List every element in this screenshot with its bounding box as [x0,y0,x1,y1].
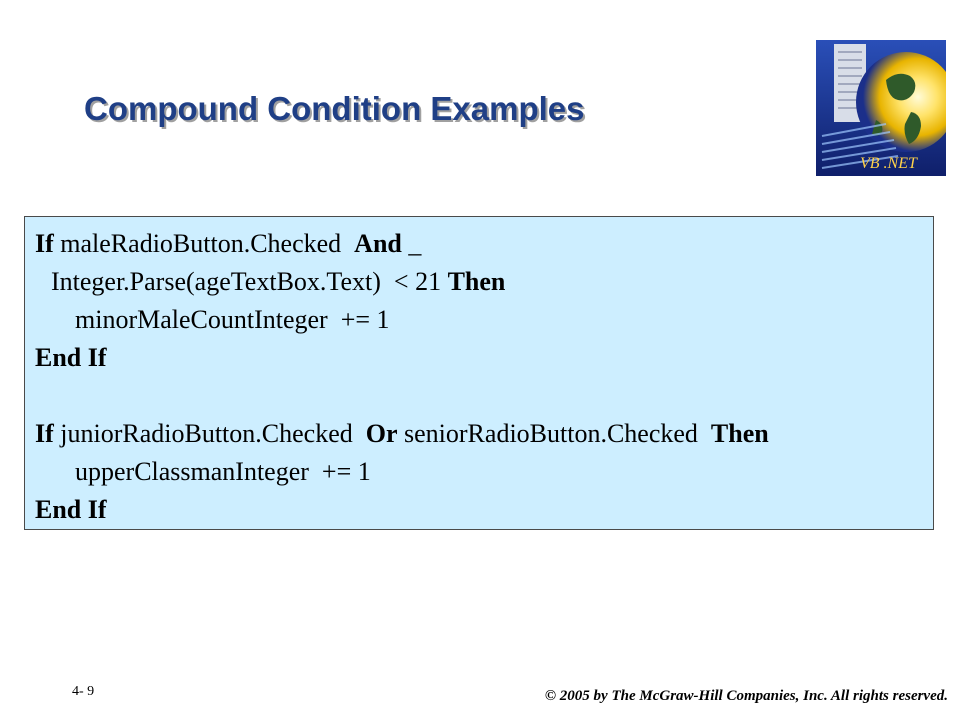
code-text: seniorRadioButton.Checked [397,419,711,448]
keyword-end-if: End If [35,343,107,372]
code-example-box [24,216,934,530]
code-text: maleRadioButton.Checked [53,229,355,258]
keyword-then: Then [447,267,506,296]
code-line [35,339,769,377]
code-text: upperClassmanInteger += 1 [75,457,371,486]
slide-title: Compound Condition Examples [84,90,585,127]
page-number: 4- 9 [72,684,95,699]
code-text: Integer.Parse(ageTextBox.Text) < 21 [51,267,448,296]
keyword-if: If [35,419,54,448]
vb-net-logo [816,40,946,176]
code-blank-line [35,377,769,415]
code-block [35,225,769,529]
keyword-or: Or [365,419,398,448]
globe-icon [816,40,946,176]
keyword-if: If [35,229,54,258]
code-line [35,453,769,491]
keyword-and: And [354,229,402,258]
keyword-end-if: End If [35,495,107,524]
code-line [35,415,769,453]
logo-text: VB .NET [860,155,917,172]
keyword-then: Then [710,419,769,448]
code-line [35,301,769,339]
copyright-notice: © 2005 by The McGraw-Hill Companies, Inc. All rights reserved. [544,688,948,704]
code-line [35,263,769,301]
code-text: minorMaleCountInteger += 1 [75,305,390,334]
code-line [35,491,769,529]
code-line [35,225,769,263]
code-text: _ [401,229,422,258]
code-text: juniorRadioButton.Checked [53,419,366,448]
